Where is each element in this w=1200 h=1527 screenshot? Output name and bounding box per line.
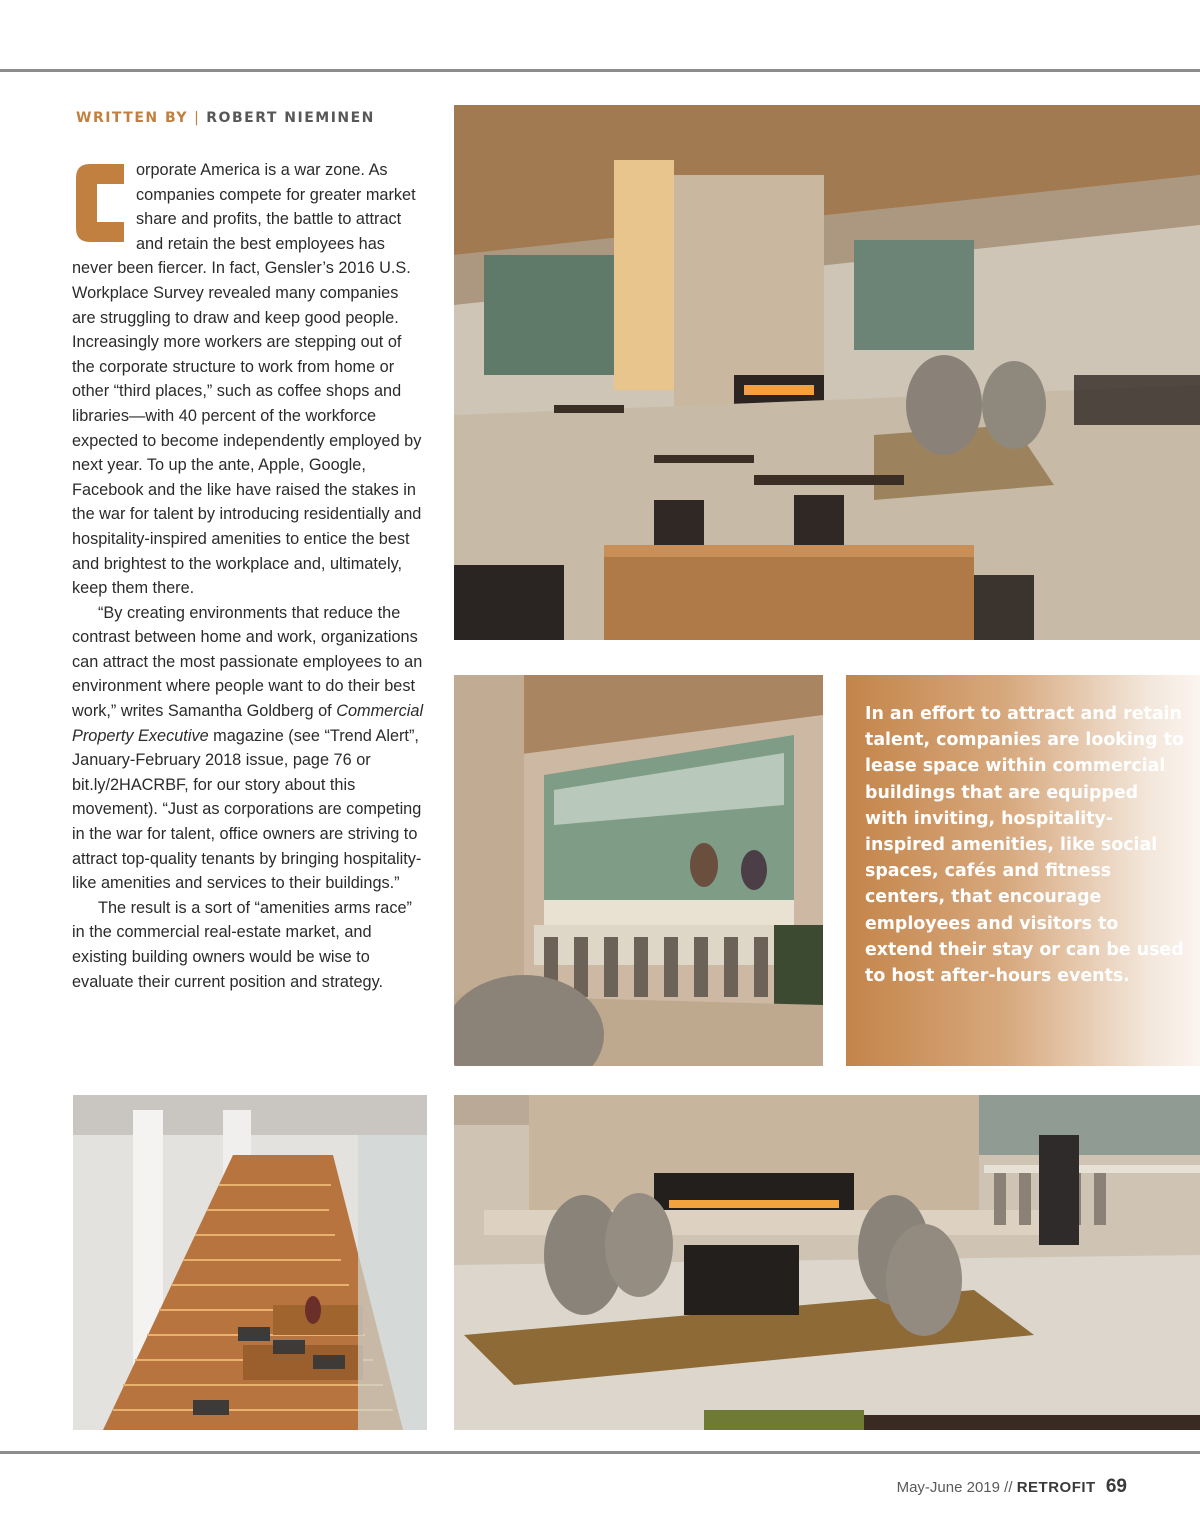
publication-name: Commercial Property Executive <box>72 702 424 745</box>
drop-cap-letter <box>76 164 77 165</box>
page-footer <box>897 1476 1127 1498</box>
article-paragraph-3: The result is a sort of “amenities arms race” in the commercial real-estate market, and existing building owners would be wise to evaluate their current position and strategy. <box>72 898 412 991</box>
article-paragraph-1 <box>72 158 424 601</box>
page-number: 69 <box>1105 1476 1127 1497</box>
article-paragraph-2-b: magazine (see “Trend Alert”, January-February 2018 issue, page 76 or bit.ly/2HACRBF, for our story about this movement). “Just as corporations are competing in the war for talent, office owners are striving to attract top-quality tenants by bringing hospitality-like amenities and services to their buildings.” <box>72 726 422 893</box>
pull-quote-callout <box>846 675 1200 1066</box>
footer-issue: May-June 2019 <box>896 1479 1000 1496</box>
byline <box>76 110 375 126</box>
photo-lobby-cafe <box>454 105 1200 640</box>
article-paragraph-1-text: orporate America is a war zone. As companies compete for greater market share and profits, the battle to attract and retain the best employees has never been fiercer. In fact, Gensler’s 2016 U.S. Workplace Survey revealed many companies are struggling to draw and keep good people. Increasingly more workers are stepping out of the corporate structure to work from home or other “third places,” such as coffee shops and libraries—with 40 percent of the workforce expected to become independently employed by next year. To up the ante, Apple, Google, Facebook and the like have raised the stakes in the war for talent by introducing residentially and hospitality-inspired amenities to entice the best and brightest to the workplace and, ultimately, keep them there. <box>72 161 422 598</box>
bottom-rule <box>0 1451 1200 1454</box>
byline-author: ROBERT NIEMINEN <box>206 110 375 126</box>
article-paragraph-2-a: “By creating environments that reduce the contrast between home and work, organizations can attract the most passionate employees to an environment where people want to do their best work,” writes Samantha Goldberg of <box>72 603 423 721</box>
photo-fireplace-lounge <box>454 1095 1200 1430</box>
pull-quote-text: In an effort to attract and retain talent, companies are looking to lease space within commercial buildings that are equipped with inviting, hospitality-inspired amenities, like social spaces, cafés and fitness centers, that encourage employees and visitors to extend their stay or can be used to host after-hours events. <box>865 704 1184 987</box>
article-paragraph-2 <box>72 601 424 896</box>
byline-separator: | <box>194 110 201 126</box>
footer-separator: // <box>1004 1479 1013 1496</box>
top-rule <box>0 69 1200 72</box>
drop-cap <box>76 164 124 242</box>
photo-cafe-counter <box>454 675 823 1066</box>
photo-stair-seating <box>73 1095 427 1430</box>
footer-magazine: RETROFIT <box>1016 1479 1096 1496</box>
article-body <box>72 158 424 994</box>
byline-label: WRITTEN BY <box>76 110 189 126</box>
